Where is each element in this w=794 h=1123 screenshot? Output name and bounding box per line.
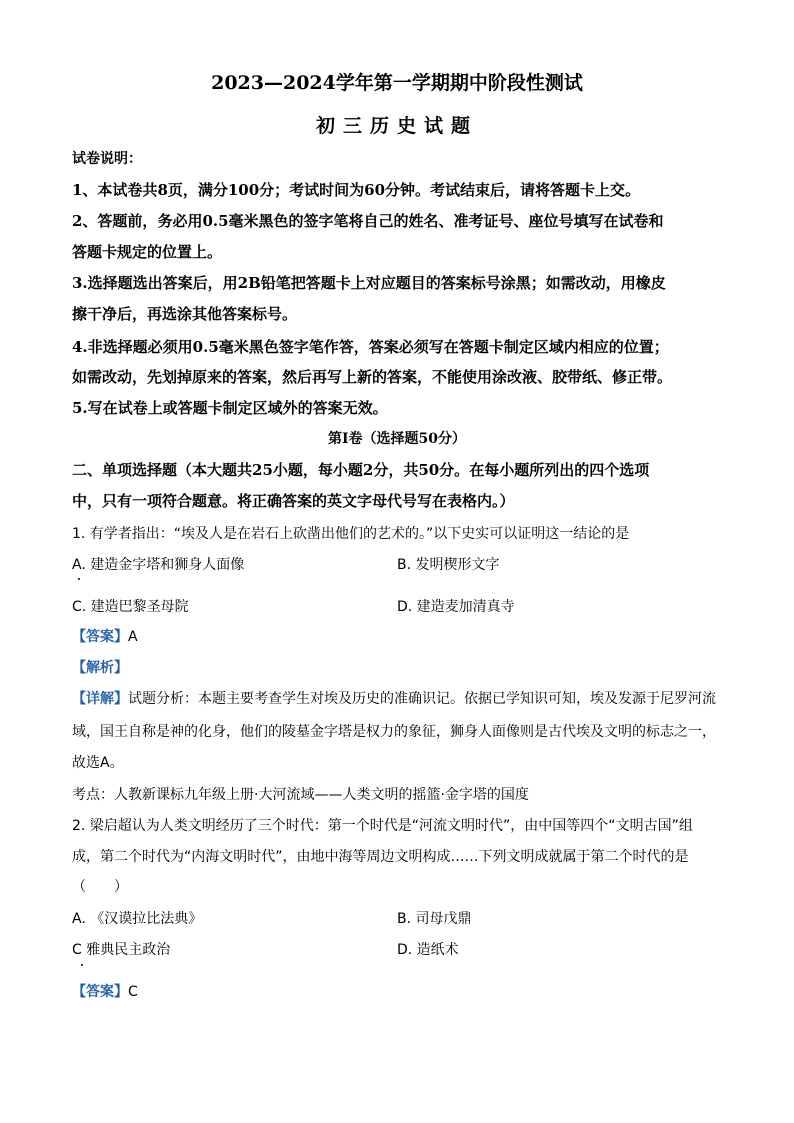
answer-label: 【答案】 (72, 984, 128, 1000)
instruction-line-5: 擦干净后，再选涂其他答案标号。 (72, 305, 298, 323)
question-2-option-d: D. 造纸术 (397, 942, 459, 958)
question-2-answer (72, 985, 138, 999)
instruction-line-7: 如需改动，先划掉原来的答案，然后再写上新的答案，不能使用涂改液、胶带纸、修正带。 (72, 368, 673, 386)
question-1-detail-line-3: 故选A。 (72, 755, 124, 771)
instruction-line-2: 2、答题前，务必用0.5毫米黑色的签字笔将自己的姓名、准考证号、座位号填写在试卷和 (72, 212, 664, 230)
question-2-option-c: C 雅典民主政治 (72, 942, 171, 958)
question-1-option-d: D. 建造麦加清真寺 (397, 599, 515, 615)
question-1-option-a: A. 建造金字塔和狮身人面像 (72, 557, 245, 573)
detail-label: 【详解】 (72, 691, 128, 707)
analysis-label: 【解析】 (72, 660, 128, 676)
section-heading: 第Ⅰ卷（选择题50分） (327, 431, 467, 447)
instruction-line-4: 3.选择题选出答案后，用2B铅笔把答题卡上对应题目的答案标号涂黑；如需改动，用橡皮 (72, 274, 666, 292)
question-1-detail-line-1 (72, 692, 716, 706)
exam-subtitle: 初三历史试题 (315, 115, 478, 137)
answer-value: A (128, 629, 138, 645)
question-2-option-a: A. 《汉谟拉比法典》 (72, 911, 203, 927)
question-1-stem: 1. 有学者指出：“埃及人是在岩石上砍凿出他们的艺术的。”以下史实可以证明这一结论的是 (72, 526, 630, 542)
detail-text: 试题分析：本题主要考查学生对埃及历史的准确识记。依据已学知识可知，埃及发源于尼罗河流 (128, 691, 716, 707)
answer-value: C (128, 984, 138, 1000)
stray-dot-mark (78, 578, 80, 580)
question-1-answer (72, 630, 138, 644)
instruction-line-1: 1、本试卷共8页，满分100分；考试时间为60分钟。考试结束后，请将答题卡上交。 (72, 181, 641, 199)
instructions-heading: 试卷说明： (72, 151, 142, 167)
answer-label: 【答案】 (72, 629, 128, 645)
question-1-option-c: C. 建造巴黎圣母院 (72, 599, 189, 615)
question-1-detail-line-2: 域，国王自称是神的化身，他们的陵墓金字塔是权力的象征，狮身人面像则是古代埃及文明的标志之一， (72, 724, 716, 740)
section-intro-line-2: 中，只有一项符合题意。将正确答案的英文字母代号写在表格内。） (72, 492, 515, 510)
instruction-line-8: 5.写在试卷上或答题卡制定区域外的答案无效。 (72, 399, 388, 417)
question-1-analysis (72, 661, 128, 675)
question-2-stem-line-3: （ ） (72, 879, 128, 895)
instruction-line-6: 4.非选择题必须用0.5毫米黑色签字笔作答，答案必须写在答题卡制定区域内相应的位置； (72, 338, 669, 356)
instruction-line-3: 答题卡规定的位置上。 (72, 243, 223, 261)
question-1-option-b: B. 发明楔形文字 (397, 557, 500, 573)
section-intro-line-1: 二、单项选择题（本大题共25小题，每小题2分，共50分。在每小题所列出的四个选项 (72, 461, 650, 479)
exam-title: 2023—2024学年第一学期期中阶段性测试 (211, 72, 583, 94)
stray-dot-mark (81, 964, 83, 966)
question-2-stem-line-2: 成，第二个时代为“内海文明时代”，由地中海等周边文明构成……下列文明成就属于第二个时代的是 (72, 849, 689, 865)
question-1-kaodian: 考点：人教新课标九年级上册·大河流域——人类文明的摇篮·金字塔的国度 (72, 787, 529, 803)
question-2-option-b: B. 司母戊鼎 (397, 911, 472, 927)
question-2-stem-line-1: 2. 梁启超认为人类文明经历了三个时代：第一个时代是“河流文明时代”，由中国等四个“文明古国”组 (72, 818, 693, 834)
